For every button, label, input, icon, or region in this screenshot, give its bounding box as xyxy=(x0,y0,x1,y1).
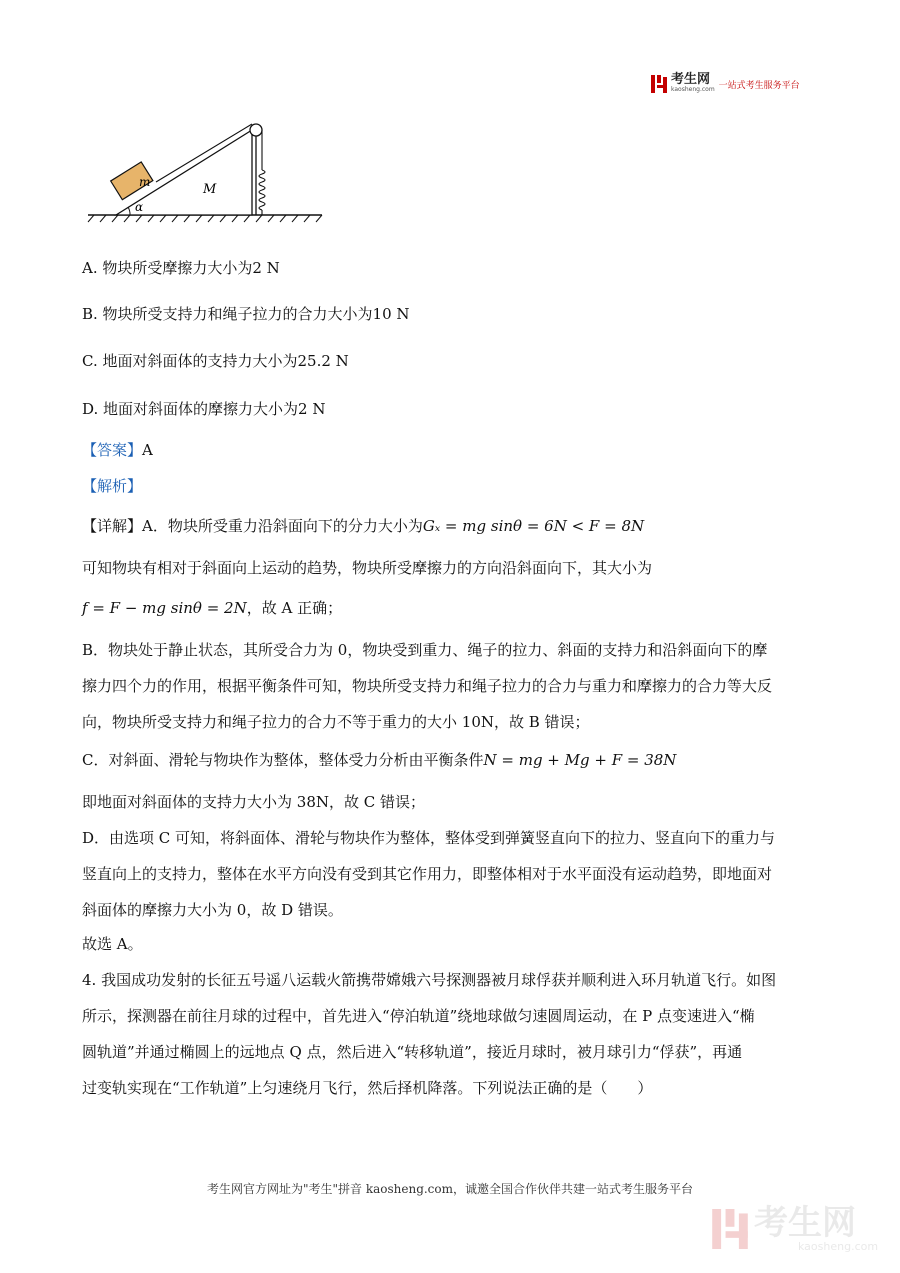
question4-line4: 过变轨实现在“工作轨道”上匀速绕月飞行，然后择机降落。下列说法正确的是（ ） xyxy=(82,1079,653,1097)
incline-figure xyxy=(86,118,326,228)
detail-a-formula2: f = F − mg sinθ = 2N xyxy=(82,599,247,617)
question4-line1: 4. 我国成功发射的长征五号遥八运载火箭携带嫦娥六号探测器被月球俘获并顺利进入环月轨道飞行。如图 xyxy=(82,971,777,989)
detail-a-formula1: Gₓ = mg sinθ = 6N < F = 8N xyxy=(422,517,645,535)
detail-a-line3 xyxy=(82,596,342,620)
incline-label: M xyxy=(203,182,217,197)
analysis-tag: 【解析】 xyxy=(82,477,143,495)
question4-line2: 所示，探测器在前往月球的过程中，首先进入“停泊轨道”绕地球做匀速圆周运动，在 P 点变速进入“椭 xyxy=(82,1007,755,1025)
detail-c-line1 xyxy=(82,748,676,772)
page-footer: 考生网官方网址为"考生"拼音 kaosheng.com，诚邀全国合作伙伴共建一站式考生服务平台 xyxy=(206,1182,694,1196)
watermark xyxy=(712,1202,882,1253)
detail-c-formula: N = mg + Mg + F = 38N xyxy=(483,751,677,769)
detail-d-line2: 竖直向上的支持力，整体在水平方向没有受到其它作用力，即整体相对于水平面没有运动趋势，即地面对 xyxy=(82,865,773,883)
watermark-name: 考生网 xyxy=(754,1202,856,1243)
detail-tag: 【详解】 xyxy=(82,517,143,535)
answer-value: A xyxy=(142,441,153,459)
analysis-line xyxy=(82,474,142,498)
detail-b-line3: 向，物块所受支持力和绳子拉力的合力不等于重力的大小 10N，故 B 错误； xyxy=(82,713,590,731)
block-label: m xyxy=(139,175,151,189)
detail-a-line1 xyxy=(82,514,644,538)
detail-b-line1: B．物块处于静止状态，其所受合力为 0，物块受到重力、绳子的拉力、斜面的支持力和沿斜面向下的摩 xyxy=(82,641,768,659)
detail-a-text1: A．物块所受重力沿斜面向下的分力大小为 xyxy=(142,517,423,535)
logo-name: 考生网 xyxy=(671,72,711,87)
header-logo xyxy=(651,72,800,96)
detail-b-line2: 擦力四个力的作用，根据平衡条件可知，物块所受支持力和绳子拉力的合力与重力和摩擦力的合力等大反 xyxy=(82,677,773,695)
option-d: D. 地面对斜面体的摩擦力大小为2 N xyxy=(82,400,326,418)
ground-hatching xyxy=(88,215,322,222)
angle-label: α xyxy=(135,200,144,214)
header-slogan: 一站式考生服务平台 xyxy=(718,80,800,91)
detail-conclusion: 故选 A。 xyxy=(82,935,143,953)
detail-d-line3: 斜面体的摩擦力大小为 0，故 D 错误。 xyxy=(82,901,343,919)
detail-a-conclusion: ，故 A 正确； xyxy=(246,599,343,617)
answer-tag: 【答案】 xyxy=(82,441,143,459)
pulley-icon xyxy=(250,124,262,136)
spring-icon xyxy=(259,170,265,215)
watermark-logo-icon xyxy=(712,1209,748,1249)
watermark-domain: kaosheng.com xyxy=(798,1239,879,1253)
detail-a-line2: 可知物块有相对于斜面向上运动的趋势，物块所受摩擦力的方向沿斜面向下，其大小为 xyxy=(82,559,653,577)
answer-line xyxy=(82,438,153,462)
question4-line3: 圆轨道”并通过椭圆上的远地点 Q 点，然后进入“转移轨道”，接近月球时，被月球引力“俘获”，再通 xyxy=(82,1043,743,1061)
option-b: B. 物块所受支持力和绳子拉力的合力大小为10 N xyxy=(82,305,410,323)
logo-domain: kaosheng.com xyxy=(671,86,715,93)
kaosheng-logo-icon xyxy=(651,75,667,93)
option-c: C. 地面对斜面体的支持力大小为25.2 N xyxy=(82,352,349,370)
detail-c-text: C．对斜面、滑轮与物块作为整体，整体受力分析由平衡条件 xyxy=(82,751,484,769)
option-a: A. 物块所受摩擦力大小为2 N xyxy=(82,259,280,277)
detail-d-line1: D．由选项 C 可知，将斜面体、滑轮与物块作为整体，整体受到弹簧竖直向下的拉力、竖直向下的重力与 xyxy=(82,829,776,847)
detail-c-line2: 即地面对斜面体的支持力大小为 38N，故 C 错误； xyxy=(82,793,425,811)
